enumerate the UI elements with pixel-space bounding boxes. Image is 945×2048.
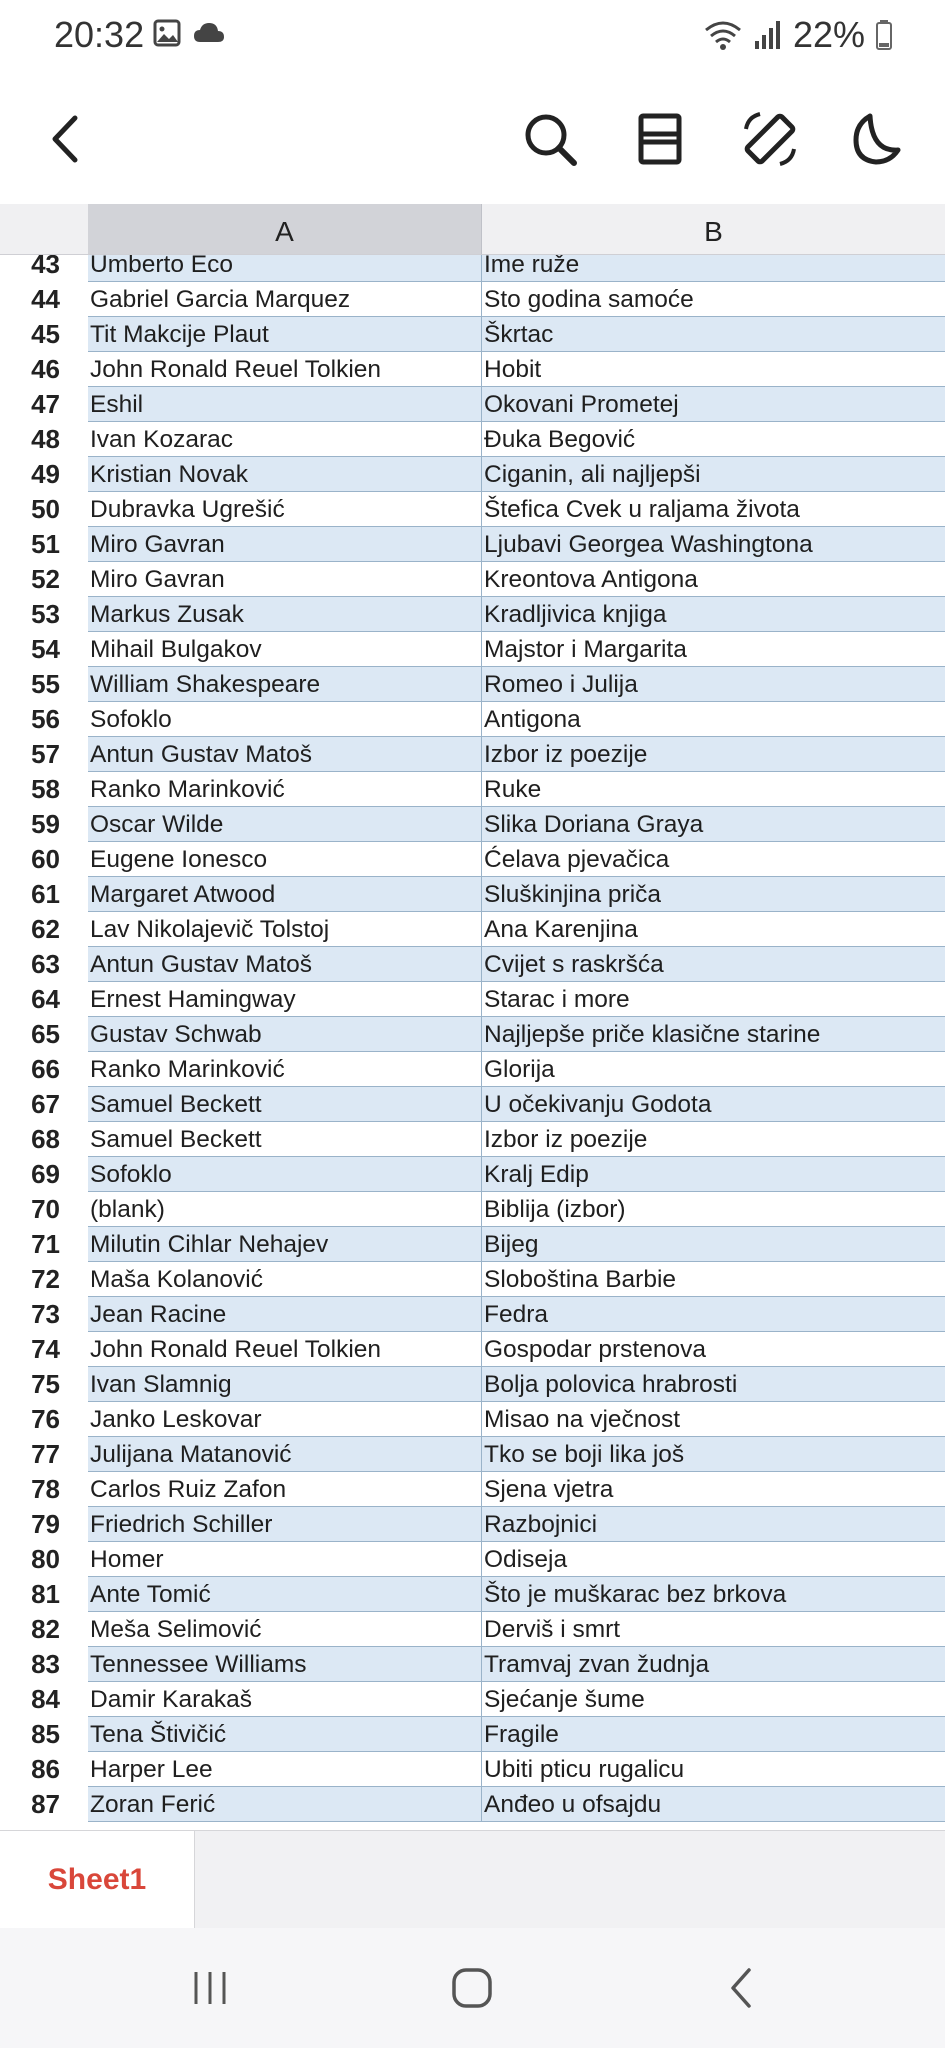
cell-author[interactable]: Dubravka Ugrešić xyxy=(88,492,482,527)
table-row xyxy=(0,1052,945,1087)
row-number[interactable]: 77 xyxy=(0,1437,88,1472)
cell-author[interactable]: Ante Tomić xyxy=(88,1577,482,1612)
row-number[interactable]: 79 xyxy=(0,1507,88,1542)
row-number[interactable]: 47 xyxy=(0,387,88,422)
cell-author[interactable]: Meša Selimović xyxy=(88,1612,482,1647)
cell-author[interactable]: Carlos Ruiz Zafon xyxy=(88,1472,482,1507)
table-row xyxy=(0,1472,945,1507)
table-row xyxy=(0,492,945,527)
table-row xyxy=(0,1717,945,1752)
cell-author[interactable]: John Ronald Reuel Tolkien xyxy=(88,352,482,387)
row-number[interactable]: 45 xyxy=(0,317,88,352)
table-row xyxy=(0,527,945,562)
row-number[interactable]: 55 xyxy=(0,667,88,702)
wifi-icon xyxy=(703,18,743,52)
cell-author[interactable]: Mihail Bulgakov xyxy=(88,632,482,667)
cell-author[interactable]: Jean Racine xyxy=(88,1297,482,1332)
table-row xyxy=(0,1087,945,1122)
rotate-screen-icon xyxy=(740,109,800,169)
home-icon xyxy=(450,1966,494,2010)
cell-title[interactable]: Kradljivica knjiga xyxy=(482,597,945,632)
table-row xyxy=(0,1157,945,1192)
table-row xyxy=(0,667,945,702)
search-button[interactable] xyxy=(515,104,585,174)
column-label-a: A xyxy=(275,216,294,247)
table-row xyxy=(0,1332,945,1367)
cell-author[interactable]: Lav Nikolajevič Tolstoj xyxy=(88,912,482,947)
table-row xyxy=(0,772,945,807)
row-number[interactable]: 85 xyxy=(0,1717,88,1752)
gallery-notification-icon xyxy=(152,18,182,48)
table-row xyxy=(0,1787,945,1822)
table-row xyxy=(0,1542,945,1577)
cell-title[interactable]: Bijeg xyxy=(482,1227,945,1262)
cell-author[interactable]: Gustav Schwab xyxy=(88,1017,482,1052)
cell-title[interactable]: Glorija xyxy=(482,1052,945,1087)
row-number[interactable]: 67 xyxy=(0,1087,88,1122)
table-row xyxy=(0,737,945,772)
cell-title[interactable]: Slika Doriana Graya xyxy=(482,807,945,842)
status-bar xyxy=(0,0,945,72)
toolbar xyxy=(0,72,945,202)
select-all-corner[interactable] xyxy=(0,204,88,255)
row-number[interactable]: 54 xyxy=(0,632,88,667)
table-row xyxy=(0,1612,945,1647)
cell-author[interactable]: Kristian Novak xyxy=(88,457,482,492)
row-number[interactable]: 69 xyxy=(0,1157,88,1192)
row-number[interactable]: 68 xyxy=(0,1122,88,1157)
cell-title[interactable]: Đuka Begović xyxy=(482,422,945,457)
cell-author[interactable]: Umberto Eco xyxy=(88,255,482,282)
cell-author[interactable]: Damir Karakaš xyxy=(88,1682,482,1717)
table-row xyxy=(0,1297,945,1332)
table-row xyxy=(0,947,945,982)
cell-title[interactable]: Antigona xyxy=(482,702,945,737)
table-row xyxy=(0,387,945,422)
column-label-b: B xyxy=(704,216,723,247)
row-number[interactable]: 71 xyxy=(0,1227,88,1262)
table-row xyxy=(0,632,945,667)
cell-author[interactable]: Ivan Kozarac xyxy=(88,422,482,457)
cell-author[interactable]: Tennessee Williams xyxy=(88,1647,482,1682)
cell-title[interactable]: Kreontova Antigona xyxy=(482,562,945,597)
cloud-notification-icon xyxy=(192,18,226,48)
table-row xyxy=(0,912,945,947)
row-number[interactable]: 83 xyxy=(0,1647,88,1682)
table-row xyxy=(0,422,945,457)
table-row xyxy=(0,457,945,492)
cell-title[interactable]: Sto godina samoće xyxy=(482,282,945,317)
cell-title[interactable]: Razbojnici xyxy=(482,1507,945,1542)
table-row xyxy=(0,702,945,737)
row-number[interactable]: 86 xyxy=(0,1752,88,1787)
table-row xyxy=(0,877,945,912)
cell-title[interactable]: Misao na vječnost xyxy=(482,1402,945,1437)
cell-author[interactable]: Maša Kolanović xyxy=(88,1262,482,1297)
sheet-tab-sheet1[interactable]: Sheet1 xyxy=(0,1831,195,1929)
column-header-b[interactable] xyxy=(482,204,945,255)
recents-icon xyxy=(190,1968,230,2008)
cell-title[interactable]: Sluškinjina priča xyxy=(482,877,945,912)
table-row xyxy=(0,842,945,877)
cell-title[interactable]: Tko se boji lika još xyxy=(482,1437,945,1472)
nav-back-icon xyxy=(725,1966,755,2010)
cell-title[interactable]: Hobit xyxy=(482,352,945,387)
recents-button[interactable] xyxy=(170,1956,250,2020)
status-right-group xyxy=(703,14,893,56)
cell-title[interactable]: U očekivanju Godota xyxy=(482,1087,945,1122)
cell-title[interactable]: Fragile xyxy=(482,1717,945,1752)
table-row xyxy=(0,1017,945,1052)
cell-author[interactable]: Eugene Ionesco xyxy=(88,842,482,877)
row-number[interactable]: 64 xyxy=(0,982,88,1017)
battery-percentage: 22% xyxy=(792,14,865,55)
cell-title[interactable]: Ćelava pjevačica xyxy=(482,842,945,877)
table-row xyxy=(0,1647,945,1682)
cell-author[interactable]: Samuel Beckett xyxy=(88,1122,482,1157)
cell-author[interactable]: Julijana Matanović xyxy=(88,1437,482,1472)
cell-author[interactable]: Tit Makcije Plaut xyxy=(88,317,482,352)
cell-author[interactable]: Friedrich Schiller xyxy=(88,1507,482,1542)
row-number[interactable]: 80 xyxy=(0,1542,88,1577)
row-number[interactable]: 62 xyxy=(0,912,88,947)
night-mode-button[interactable] xyxy=(840,104,910,174)
cell-title[interactable]: Romeo i Julija xyxy=(482,667,945,702)
home-button[interactable] xyxy=(432,1956,512,2020)
cell-title[interactable]: Ruke xyxy=(482,772,945,807)
cell-author[interactable]: Antun Gustav Matoš xyxy=(88,947,482,982)
cell-title[interactable]: Ana Karenjina xyxy=(482,912,945,947)
cell-title[interactable]: Izbor iz poezije xyxy=(482,737,945,772)
row-number[interactable]: 66 xyxy=(0,1052,88,1087)
row-number[interactable]: 43 xyxy=(0,255,88,282)
table-row xyxy=(0,807,945,842)
table-row xyxy=(0,1227,945,1262)
table-row xyxy=(0,255,945,282)
cell-author[interactable]: Antun Gustav Matoš xyxy=(88,737,482,772)
table-row xyxy=(0,562,945,597)
row-number[interactable]: 58 xyxy=(0,772,88,807)
cell-author[interactable]: Gabriel Garcia Marquez xyxy=(88,282,482,317)
cell-title[interactable]: Sjećanje šume xyxy=(482,1682,945,1717)
cell-title[interactable]: Škrtac xyxy=(482,317,945,352)
status-time: 20:32 xyxy=(54,14,145,55)
cell-author[interactable]: Tena Štivičić xyxy=(88,1717,482,1752)
table-row xyxy=(0,1752,945,1787)
row-number[interactable]: 78 xyxy=(0,1472,88,1507)
row-number[interactable]: 84 xyxy=(0,1682,88,1717)
row-number[interactable]: 59 xyxy=(0,807,88,842)
row-number[interactable]: 87 xyxy=(0,1787,88,1822)
cell-title[interactable]: Gospodar prstenova xyxy=(482,1332,945,1367)
cell-title[interactable]: Ubiti pticu rugalicu xyxy=(482,1752,945,1787)
row-number[interactable]: 75 xyxy=(0,1367,88,1402)
cell-title[interactable]: Okovani Prometej xyxy=(482,387,945,422)
table-row xyxy=(0,1122,945,1157)
cell-title[interactable]: Štefica Cvek u raljama života xyxy=(482,492,945,527)
row-number[interactable]: 51 xyxy=(0,527,88,562)
back-button[interactable] xyxy=(30,104,100,174)
cell-title[interactable]: Biblija (izbor) xyxy=(482,1192,945,1227)
table-row xyxy=(0,352,945,387)
cell-author[interactable]: Janko Leskovar xyxy=(88,1402,482,1437)
status-notification-icons xyxy=(152,18,226,48)
cell-title[interactable]: Derviš i smrt xyxy=(482,1612,945,1647)
row-number[interactable]: 81 xyxy=(0,1577,88,1612)
table-row xyxy=(0,317,945,352)
row-number[interactable]: 49 xyxy=(0,457,88,492)
cell-title[interactable]: Kralj Edip xyxy=(482,1157,945,1192)
cell-author[interactable]: Oscar Wilde xyxy=(88,807,482,842)
table-row xyxy=(0,1577,945,1612)
row-number[interactable]: 57 xyxy=(0,737,88,772)
cell-author[interactable]: Ivan Slamnig xyxy=(88,1367,482,1402)
cell-author[interactable]: Margaret Atwood xyxy=(88,877,482,912)
row-number[interactable]: 70 xyxy=(0,1192,88,1227)
cell-title[interactable]: Starac i more xyxy=(482,982,945,1017)
back-arrow-icon xyxy=(45,114,85,164)
row-number[interactable]: 50 xyxy=(0,492,88,527)
cell-title[interactable]: Ljubavi Georgea Washingtona xyxy=(482,527,945,562)
table-row xyxy=(0,1262,945,1297)
cell-author[interactable]: Sofoklo xyxy=(88,702,482,737)
column-header-a[interactable] xyxy=(88,204,482,255)
row-number[interactable]: 63 xyxy=(0,947,88,982)
page-layout-icon xyxy=(637,112,683,166)
cell-title[interactable]: Ciganin, ali najljepši xyxy=(482,457,945,492)
row-number[interactable]: 52 xyxy=(0,562,88,597)
row-number[interactable]: 73 xyxy=(0,1297,88,1332)
night-mode-icon xyxy=(848,112,902,166)
cell-author[interactable]: Miro Gavran xyxy=(88,562,482,597)
cell-author[interactable]: John Ronald Reuel Tolkien xyxy=(88,1332,482,1367)
table-row xyxy=(0,1367,945,1402)
table-row xyxy=(0,1682,945,1717)
row-number[interactable]: 72 xyxy=(0,1262,88,1297)
row-number[interactable]: 46 xyxy=(0,352,88,387)
cell-author[interactable]: Samuel Beckett xyxy=(88,1087,482,1122)
cell-author[interactable]: Zoran Ferić xyxy=(88,1787,482,1822)
cell-title[interactable]: Ime ruže xyxy=(482,255,945,282)
cell-title[interactable]: Anđeo u ofsajdu xyxy=(482,1787,945,1822)
row-number[interactable]: 60 xyxy=(0,842,88,877)
cell-author[interactable]: Harper Lee xyxy=(88,1752,482,1787)
cell-title[interactable]: Cvijet s raskršća xyxy=(482,947,945,982)
sheet-tab-bar xyxy=(0,1830,945,1928)
table-row xyxy=(0,282,945,317)
row-number[interactable]: 76 xyxy=(0,1402,88,1437)
cell-author[interactable]: Sofoklo xyxy=(88,1157,482,1192)
cell-author[interactable]: Ranko Marinković xyxy=(88,772,482,807)
row-number[interactable]: 48 xyxy=(0,422,88,457)
cell-title[interactable]: Fedra xyxy=(482,1297,945,1332)
cell-author[interactable]: Ernest Hamingway xyxy=(88,982,482,1017)
cell-author[interactable]: Markus Zusak xyxy=(88,597,482,632)
rotate-screen-button[interactable] xyxy=(735,104,805,174)
cell-title[interactable]: Sjena vjetra xyxy=(482,1472,945,1507)
cell-author[interactable]: Homer xyxy=(88,1542,482,1577)
search-icon xyxy=(522,111,578,167)
cell-author[interactable]: Milutin Cihlar Nehajev xyxy=(88,1227,482,1262)
table-row xyxy=(0,982,945,1017)
table-row xyxy=(0,1402,945,1437)
row-number[interactable]: 44 xyxy=(0,282,88,317)
cell-title[interactable]: Najljepše priče klasične starine xyxy=(482,1017,945,1052)
system-navigation-bar xyxy=(0,1928,945,2048)
row-number[interactable]: 74 xyxy=(0,1332,88,1367)
table-row xyxy=(0,1192,945,1227)
cell-author[interactable]: Ranko Marinković xyxy=(88,1052,482,1087)
row-number[interactable]: 56 xyxy=(0,702,88,737)
battery-icon xyxy=(875,19,893,51)
cell-author[interactable]: Miro Gavran xyxy=(88,527,482,562)
cell-author[interactable]: Eshil xyxy=(88,387,482,422)
row-number[interactable]: 61 xyxy=(0,877,88,912)
spreadsheet-grid[interactable] xyxy=(0,255,945,1830)
row-number[interactable]: 82 xyxy=(0,1612,88,1647)
cell-title[interactable]: Tramvaj zvan žudnja xyxy=(482,1647,945,1682)
table-row xyxy=(0,1507,945,1542)
page-layout-button[interactable] xyxy=(625,104,695,174)
nav-back-button[interactable] xyxy=(700,1956,780,2020)
cell-author[interactable]: (blank) xyxy=(88,1192,482,1227)
cell-title[interactable]: Odiseja xyxy=(482,1542,945,1577)
row-number[interactable]: 65 xyxy=(0,1017,88,1052)
cell-title[interactable]: Izbor iz poezije xyxy=(482,1122,945,1157)
cell-title[interactable]: Što je muškarac bez brkova xyxy=(482,1577,945,1612)
row-number[interactable]: 53 xyxy=(0,597,88,632)
table-row xyxy=(0,597,945,632)
cell-title[interactable]: Bolja polovica hrabrosti xyxy=(482,1367,945,1402)
signal-icon xyxy=(753,19,783,51)
cell-title[interactable]: Sloboština Barbie xyxy=(482,1262,945,1297)
cell-author[interactable]: William Shakespeare xyxy=(88,667,482,702)
cell-title[interactable]: Majstor i Margarita xyxy=(482,632,945,667)
table-row xyxy=(0,1437,945,1472)
